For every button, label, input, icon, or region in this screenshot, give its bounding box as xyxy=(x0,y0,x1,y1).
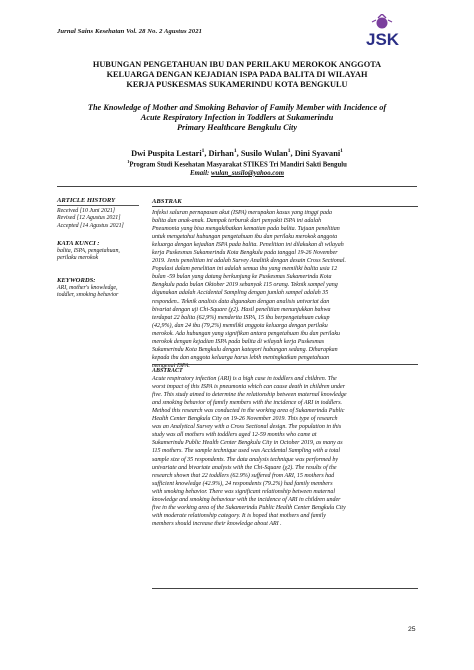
kata-kunci-line: balita, ISPA, pengetahuan, xyxy=(57,248,120,254)
abstrak-line: digunakan adalah Accidental Sampling dengan jumlah sampel adalah 35 xyxy=(152,290,329,297)
email-line xyxy=(40,170,434,179)
abstract-line: five. This study aimed to determine the relationship between maternal knowledge xyxy=(152,392,347,399)
kata-kunci-heading: KATA KUNCI : xyxy=(57,240,100,247)
author-sup: 1 xyxy=(201,148,205,154)
abstract-line: with moderate relationship category. It is hoped that mothers and family xyxy=(152,512,326,519)
abstract-line: research shown that 22 toddlers (62.9%) suffered from ARI, 15 mothers had xyxy=(152,472,335,479)
article-history-heading: ARTICLE HISTORY xyxy=(57,197,116,204)
abstrak-line: Populasi dalam penelitian ini adalah semua ibu yang memiliki balita usia 12 xyxy=(152,266,338,273)
author-sup: 1 xyxy=(287,148,291,154)
email-label: Email: xyxy=(189,169,211,177)
abstract-english-body xyxy=(152,367,418,528)
abstract-line: 115 mothers. The sample technique used was Accidental Sampling with a total xyxy=(152,448,341,455)
abstract-line: was an Analytical Survey with a Cross Sectional design. The population in this xyxy=(152,424,342,431)
abstract-line: Sukamerindu Public Health Center Bengkulu City in October 2019, as many as xyxy=(152,440,343,447)
abstract-line: sufficient knowledge (42.9%), 24 respondents (79.2%) had family members xyxy=(152,480,333,487)
abstract-line: members should increase their knowledge about ARI . xyxy=(152,520,282,527)
author-sup: 1 xyxy=(233,148,237,154)
accepted-date: Accepted [14 Agustus 2021] xyxy=(57,222,124,229)
author-name: Susilo Wulan xyxy=(240,148,288,158)
abstrak-line: merokok. Ada hubungan yang signifikan antara pengetahuan ibu dan perilaku xyxy=(152,330,340,337)
keywords-line: ARI, mother's knowledge, xyxy=(57,285,118,291)
abstrak-line: terdapat 22 balita (62,9%) menderita ISPA, 15 ibu berpengetahuan cukup xyxy=(152,314,330,321)
kata-kunci xyxy=(57,240,149,263)
abstract-line: sample size of 35 respondents. The data analysis technique was performed by xyxy=(152,456,339,463)
abstract-mid-rule xyxy=(152,364,418,365)
abstrak-line: responden.. Teknik analisis data digunakan dengan analisis univariat dan xyxy=(152,298,330,305)
abstract-line: study was all mothers with toddlers aged 12-59 months who came at xyxy=(152,432,317,439)
abstract-top-rule xyxy=(152,206,418,207)
email-link[interactable]: wulan_susilo@yahoo.com xyxy=(210,169,285,177)
title-id-line: HUBUNGAN PENGETAHUAN IBU DAN PERILAKU MEROKOK ANGGOTA xyxy=(92,60,382,69)
title-en-line: Acute Respiratory Infection in Toddlers at Sukamerindu xyxy=(140,113,334,122)
affiliation xyxy=(40,158,434,170)
author-name: Dini Syavani xyxy=(294,148,341,158)
abstrak-line: keluarga dengan kejadian ISPA pada balita. Penelitian ini dilakukan di wilayah xyxy=(152,242,344,249)
author-list: Dwi Puspita Lestari$^1$, Dirhan$^1$, Susilo Wulan$^1$, Dini Syavani$^1$ xyxy=(131,148,343,158)
abstract-line: univariate and bivariate analysis with the Chi-Square (χ2). The results of the xyxy=(152,464,337,471)
jsk-logo xyxy=(358,14,418,50)
abstract-line: Method this research was conducted in the working area of Sukamerindu Public xyxy=(152,408,345,415)
abstrak-line: Sukamerindu Kota Bengkulu dengan kategori hubungan sedang. Diharapkan xyxy=(152,346,338,353)
abstrak-line: merokok dengan kejadian ISPA pada balita di wilayah kerja Puskesmas xyxy=(152,338,325,345)
abstrak-line: bivariat dengan uji Chi-Square (χ2). Hasil penelitian menunjukkan bahwa xyxy=(152,306,331,313)
abstrak-line: (42,9%), dan 24 ibu (79,2%) memiliki anggota keluarga dengan perilaku xyxy=(152,322,328,329)
abstrak-line: 2019. Jenis penelitian ini adalah Survey Analitik dengan desain Cross Sectional. xyxy=(152,258,346,265)
abstrak-line: untuk mengetahui hubungan pengetahuan ibu dan perilaku merokok anggota xyxy=(152,234,338,241)
abstract-line: and smoking behavior of family members with the incidence of ARI in toddlers. xyxy=(152,400,343,407)
keywords xyxy=(57,277,149,300)
abstract-line: knowledge and smoking behaviour with the incidence of ARI in children under xyxy=(152,496,341,503)
title-id-line: KELUARGA DENGAN KEJADIAN ISPA PADA BALITA DI WILAYAH xyxy=(106,69,368,79)
abstrak-line: Pneumonia yang bisa mengakibatkan kematian pada balita. Tujuan penelitian xyxy=(152,226,340,233)
abstrak-line: balita dan anak-anak. Dampak terburuk dari penyakit ISPA ini adalah xyxy=(152,218,322,225)
abstrak-heading: ABSTRAK xyxy=(152,198,182,205)
abstract-line: Health Center Bengkulu City on 19-26 November 2019. This type of research xyxy=(152,416,338,423)
abstrak-line: Bengkulu pada bulan Oktober 2019 sebanyak 115 orang. Teknik sampel yang xyxy=(152,282,338,289)
author-name: Dirhan xyxy=(208,148,234,158)
page-number: 25 xyxy=(408,626,416,633)
abstrak-body xyxy=(152,209,418,370)
abstract-line: Acute respiratory infection (ARI) is a high case in toddlers and children. The xyxy=(152,376,337,383)
abstrak-line: mengenai ISPA. xyxy=(152,362,190,369)
logo-text: JSK xyxy=(366,30,400,49)
keywords-line: toddler, smoking behavior xyxy=(57,292,119,299)
article-history-rule xyxy=(57,205,139,206)
kata-kunci-line: perilaku merokok xyxy=(57,255,99,262)
abstract-heading: ABSTRACT xyxy=(152,368,183,374)
affiliation-text: Program Studi Kesehatan Masyarakat STIKES Tri Mandiri Sakti Bengulu xyxy=(129,161,347,169)
author-name: Dwi Puspita Lestari xyxy=(131,148,202,158)
keywords-heading: KEYWORDS: xyxy=(57,277,96,284)
title-english xyxy=(40,103,434,133)
abstrak-line: kepada ibu dan anggota keluarga harus lebih meningkatkan pengetahuan xyxy=(152,354,330,361)
header-divider xyxy=(57,186,417,187)
received-date: Received [10 Juni 2021] xyxy=(57,208,116,214)
abstract-line: five in the working area of the Sukamerindu Public Health Center Bengkulu City xyxy=(152,504,346,511)
title-en-line: Primary Healthcare Bengkulu City xyxy=(176,123,298,132)
abstrak-line: kerja Puskesmas Sukamerindu Kota Bengkulu pada tanggal 19-26 November xyxy=(152,250,338,257)
title-indonesian xyxy=(40,60,434,89)
abstrak-line: bulan -59 bulan yang datang berkunjung ke Puskesmas Sukamerindu Kota xyxy=(152,274,332,281)
abstrak-line: Infeksi saluran pernapasan akut (ISPA) merupakan kasus yang tinggi pada xyxy=(152,210,333,216)
abstract-line: with smoking behavior. There was significant relationship between maternal xyxy=(152,488,336,495)
article-history xyxy=(57,197,149,230)
affiliation-block xyxy=(40,158,434,178)
affiliation-sup: 1 xyxy=(127,159,130,164)
abstract-bottom-rule xyxy=(152,588,418,589)
journal-header: Jurnal Sains Kesehatan Vol. 28 No. 2 Agustus 2021 xyxy=(57,28,202,35)
title-en-line: The Knowledge of Mother and Smoking Behavior of Family Member with Incidence of xyxy=(87,103,387,112)
abstract-line: worst impact of this ISPA is pneumonia which can cause death in children under xyxy=(152,384,346,391)
title-id-line: KERJA PUSKESMAS SUKAMERINDU KOTA BENGKULU xyxy=(126,79,348,89)
revised-date: Revised [12 Agustus 2021] xyxy=(57,215,121,222)
author-sup: 1 xyxy=(340,148,343,154)
